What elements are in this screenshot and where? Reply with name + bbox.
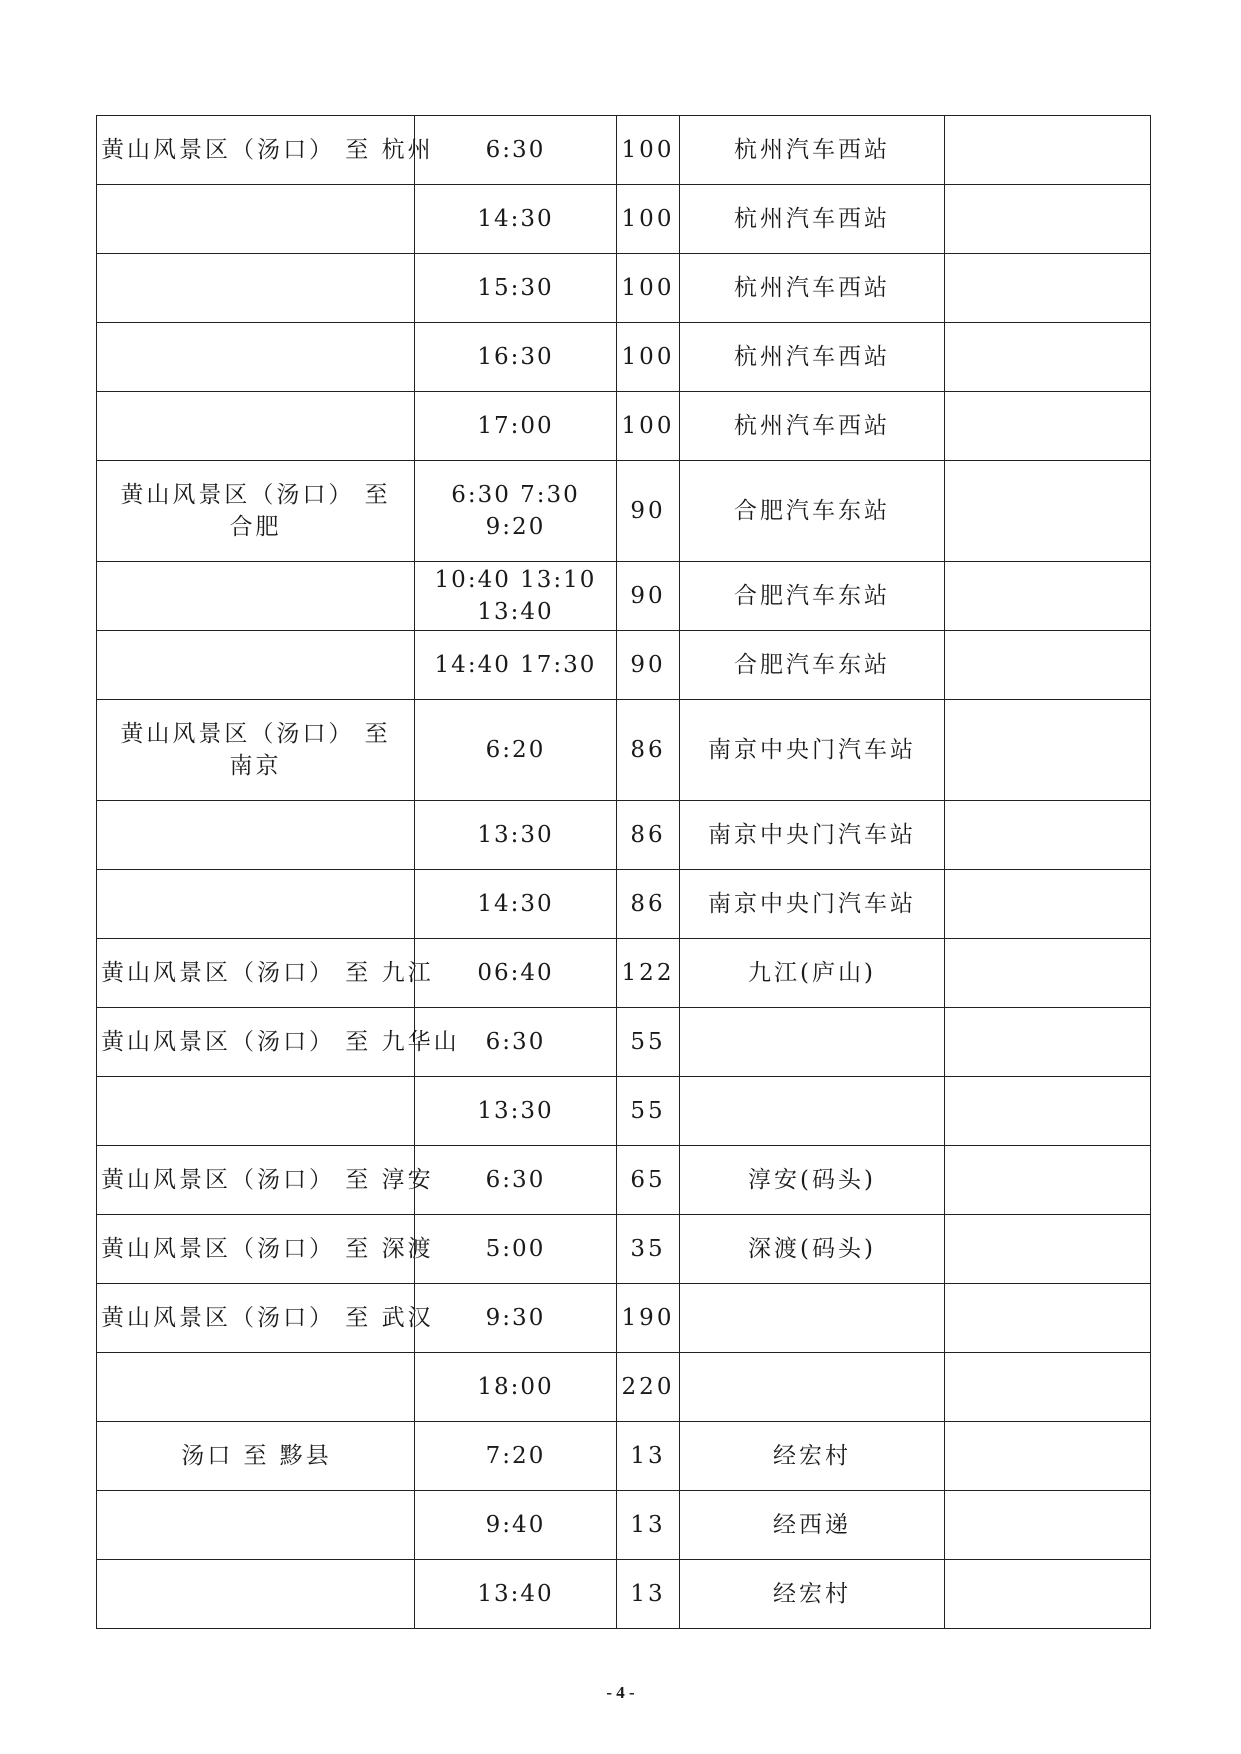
fare-cell: 122 — [617, 939, 680, 1008]
station-cell: 经宏村 — [680, 1422, 945, 1491]
station-cell: 杭州汽车西站 — [680, 392, 945, 461]
table-row — [97, 1422, 1151, 1491]
page-number: - 4 - — [606, 1683, 635, 1702]
note-cell — [945, 631, 1151, 700]
departure-time-cell: 13:40 — [415, 1560, 617, 1629]
route-cell — [97, 323, 415, 392]
departure-time-cell: 6:30 7:30 9:20 — [415, 461, 617, 562]
table-row — [97, 1353, 1151, 1422]
table-row — [97, 185, 1151, 254]
table-row — [97, 631, 1151, 700]
fare-cell: 100 — [617, 392, 680, 461]
fare-cell: 190 — [617, 1284, 680, 1353]
fare-cell: 65 — [617, 1146, 680, 1215]
departure-time-cell: 10:40 13:10 13:40 — [415, 562, 617, 631]
route-cell — [97, 1491, 415, 1560]
table-row — [97, 254, 1151, 323]
fare-cell: 100 — [617, 254, 680, 323]
fare-cell: 100 — [617, 185, 680, 254]
departure-time-cell: 17:00 — [415, 392, 617, 461]
fare-cell: 55 — [617, 1008, 680, 1077]
route-cell — [97, 254, 415, 323]
fare-cell: 100 — [617, 116, 680, 185]
table-row — [97, 461, 1151, 562]
note-cell — [945, 323, 1151, 392]
departure-time-cell: 6:30 — [415, 116, 617, 185]
departure-time-cell: 6:20 — [415, 700, 617, 801]
station-cell: 南京中央门汽车站 — [680, 700, 945, 801]
station-cell: 经西递 — [680, 1491, 945, 1560]
note-cell — [945, 801, 1151, 870]
fare-cell: 86 — [617, 700, 680, 801]
table-row — [97, 801, 1151, 870]
table-row — [97, 939, 1151, 1008]
departure-time-cell: 06:40 — [415, 939, 617, 1008]
station-cell: 杭州汽车西站 — [680, 116, 945, 185]
note-cell — [945, 1284, 1151, 1353]
route-cell — [97, 801, 415, 870]
station-cell: 合肥汽车东站 — [680, 562, 945, 631]
note-cell — [945, 392, 1151, 461]
route-cell — [97, 870, 415, 939]
station-cell: 杭州汽车西站 — [680, 323, 945, 392]
fare-cell: 90 — [617, 461, 680, 562]
station-cell: 南京中央门汽车站 — [680, 801, 945, 870]
table-row — [97, 1491, 1151, 1560]
departure-time-cell: 13:30 — [415, 1077, 617, 1146]
route-cell — [97, 1560, 415, 1629]
table-row — [97, 1146, 1151, 1215]
station-cell — [680, 1284, 945, 1353]
table-row — [97, 1008, 1151, 1077]
route-cell — [97, 392, 415, 461]
table-row — [97, 116, 1151, 185]
note-cell — [945, 1077, 1151, 1146]
route-cell — [97, 1353, 415, 1422]
note-cell — [945, 1560, 1151, 1629]
note-cell — [945, 1353, 1151, 1422]
station-cell: 经宏村 — [680, 1560, 945, 1629]
fare-cell: 220 — [617, 1353, 680, 1422]
note-cell — [945, 1491, 1151, 1560]
station-cell — [680, 1353, 945, 1422]
departure-time-cell: 16:30 — [415, 323, 617, 392]
fare-cell: 13 — [617, 1491, 680, 1560]
note-cell — [945, 1215, 1151, 1284]
fare-cell: 86 — [617, 801, 680, 870]
fare-cell: 90 — [617, 562, 680, 631]
departure-time-cell: 6:30 — [415, 1146, 617, 1215]
route-cell: 黄山风景区（汤口） 至 杭州 — [97, 116, 415, 185]
table-row — [97, 870, 1151, 939]
departure-time-cell: 14:40 17:30 — [415, 631, 617, 700]
station-cell: 杭州汽车西站 — [680, 185, 945, 254]
route-cell: 黄山风景区（汤口） 至 九华山 — [97, 1008, 415, 1077]
note-cell — [945, 116, 1151, 185]
departure-time-cell: 7:20 — [415, 1422, 617, 1491]
station-cell: 杭州汽车西站 — [680, 254, 945, 323]
table-row — [97, 562, 1151, 631]
fare-cell: 35 — [617, 1215, 680, 1284]
station-cell: 合肥汽车东站 — [680, 631, 945, 700]
table-row — [97, 1284, 1151, 1353]
fare-cell: 100 — [617, 323, 680, 392]
note-cell — [945, 461, 1151, 562]
station-cell — [680, 1008, 945, 1077]
station-cell: 合肥汽车东站 — [680, 461, 945, 562]
fare-cell: 13 — [617, 1560, 680, 1629]
bus-schedule-table — [96, 115, 1151, 1629]
table-row — [97, 323, 1151, 392]
route-cell: 黄山风景区（汤口） 至 武汉 — [97, 1284, 415, 1353]
note-cell — [945, 1008, 1151, 1077]
note-cell — [945, 700, 1151, 801]
note-cell — [945, 1422, 1151, 1491]
station-cell: 南京中央门汽车站 — [680, 870, 945, 939]
route-cell: 黄山风景区（汤口） 至 南京 — [97, 700, 415, 801]
departure-time-cell: 9:40 — [415, 1491, 617, 1560]
route-cell — [97, 562, 415, 631]
fare-cell: 86 — [617, 870, 680, 939]
departure-time-cell: 18:00 — [415, 1353, 617, 1422]
route-cell — [97, 185, 415, 254]
station-cell — [680, 1077, 945, 1146]
table-row — [97, 1215, 1151, 1284]
note-cell — [945, 939, 1151, 1008]
route-cell: 黄山风景区（汤口） 至 合肥 — [97, 461, 415, 562]
note-cell — [945, 185, 1151, 254]
departure-time-cell: 5:00 — [415, 1215, 617, 1284]
fare-cell: 90 — [617, 631, 680, 700]
route-cell: 黄山风景区（汤口） 至 深渡 — [97, 1215, 415, 1284]
departure-time-cell: 13:30 — [415, 801, 617, 870]
departure-time-cell: 14:30 — [415, 870, 617, 939]
route-cell — [97, 1077, 415, 1146]
route-cell: 汤口 至 黟县 — [97, 1422, 415, 1491]
route-cell: 黄山风景区（汤口） 至 九江 — [97, 939, 415, 1008]
route-cell: 黄山风景区（汤口） 至 淳安 — [97, 1146, 415, 1215]
departure-time-cell: 9:30 — [415, 1284, 617, 1353]
fare-cell: 13 — [617, 1422, 680, 1491]
route-cell — [97, 631, 415, 700]
table-row — [97, 1077, 1151, 1146]
departure-time-cell: 15:30 — [415, 254, 617, 323]
table-row — [97, 1560, 1151, 1629]
station-cell: 九江(庐山) — [680, 939, 945, 1008]
note-cell — [945, 562, 1151, 631]
fare-cell: 55 — [617, 1077, 680, 1146]
departure-time-cell: 14:30 — [415, 185, 617, 254]
table-row — [97, 700, 1151, 801]
station-cell: 深渡(码头) — [680, 1215, 945, 1284]
table-row — [97, 392, 1151, 461]
note-cell — [945, 254, 1151, 323]
departure-time-cell: 6:30 — [415, 1008, 617, 1077]
note-cell — [945, 870, 1151, 939]
note-cell — [945, 1146, 1151, 1215]
station-cell: 淳安(码头) — [680, 1146, 945, 1215]
